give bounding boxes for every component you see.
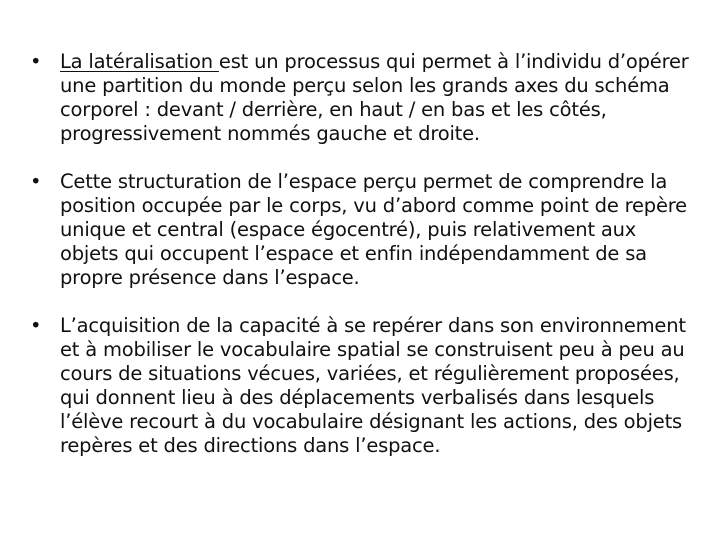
bullet-icon: •	[30, 170, 42, 193]
bullet-icon: •	[30, 50, 42, 73]
bullet-list	[30, 50, 690, 458]
bullet-icon: •	[30, 314, 42, 337]
bullet-text: Cette structuration de l’espace perçu permet de comprendre la position occupée par le corps, vu d’abord comme point de repère unique et central (espace égocentré), puis relativement aux objets qui occupent l’espace et enfin indépendamment de sa propre présence dans l’espace.	[60, 170, 687, 289]
underlined-term: La latéralisation	[60, 50, 219, 73]
bullet-item-lateralisation	[30, 50, 690, 146]
bullet-item-structuration	[30, 170, 690, 290]
bullet-text: est un processus qui permet à l’individu d’opérer une partition du monde perçu selon les grands axes du schéma corporel : devant / derrière, en haut / en bas et les côtés, progressivement nommés gauche et droite.	[60, 50, 689, 145]
bullet-item-acquisition	[30, 314, 690, 458]
bullet-text: L’acquisition de la capacité à se repérer dans son environnement et à mobiliser le vocabulaire spatial se construisent peu à peu au cours de situations vécues, variées, et régulièrement proposées, qui donnent lieu à des déplacements verbalisés dans lesquels l’élève recourt à du vocabulaire désignant les actions, des objets repères et des directions dans l’espace.	[60, 314, 686, 457]
